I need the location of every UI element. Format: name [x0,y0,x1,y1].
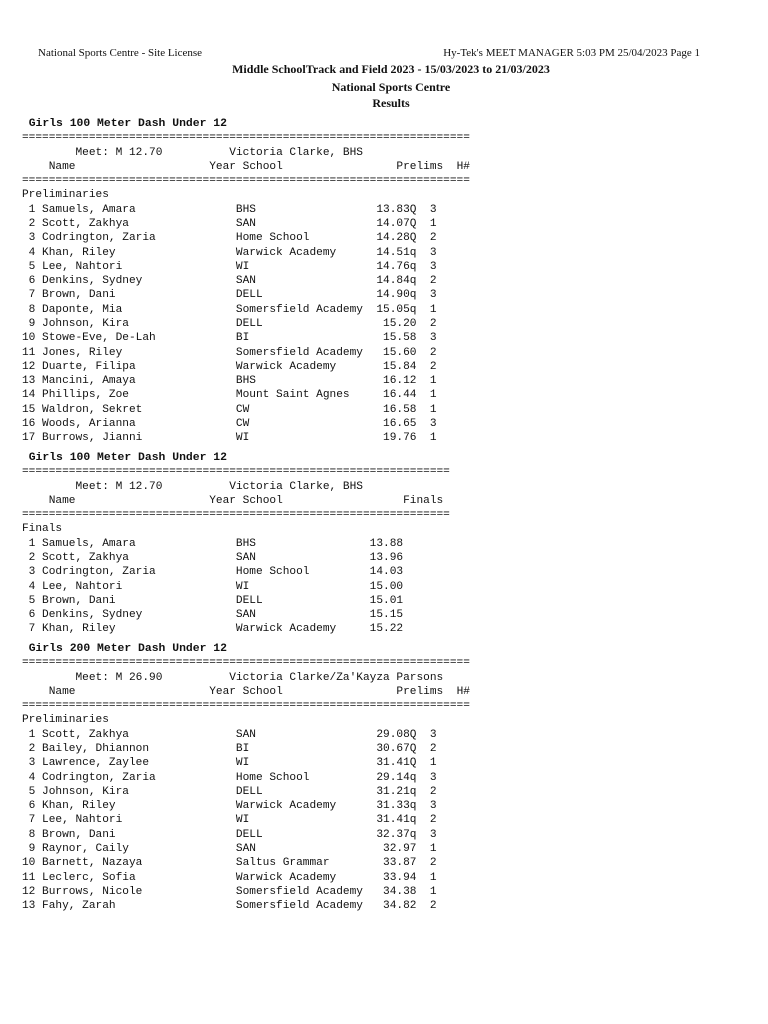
result-row: 9 Johnson, Kira DELL 15.20 2 [22,317,437,330]
separator-line: =================================================================== [22,657,470,670]
meet-title: Middle SchoolTrack and Field 2023 - 15/03/2023 to 21/03/2023 [232,62,550,76]
result-row: 12 Burrows, Nicole Somersfield Academy 34.38 1 [22,885,437,898]
result-row: 7 Lee, Nahtori WI 31.41q 2 [22,814,437,827]
meet-record-label: Meet: M 12.70 [75,480,163,493]
result-row: 5 Johnson, Kira DELL 31.21q 2 [22,785,437,798]
column-header-mark: Prelims [396,685,444,698]
separator-line: ================================================================ [22,466,450,479]
results-title: Results [372,96,410,110]
column-header-mark: Prelims [396,160,444,173]
software-timestamp-label: Hy-Tek's MEET MANAGER 5:03 PM 25/04/2023 Page 1 [443,47,700,59]
meet-record-holder: Victoria Clarke, BHS [229,146,363,159]
result-row: 8 Daponte, Mia Somersfield Academy 15.05q 1 [22,303,437,316]
result-row: 13 Mancini, Amaya BHS 16.12 1 [22,375,437,388]
result-row: 3 Codrington, Zaria Home School 14.03 [22,566,404,579]
column-header-year-school: Year School [209,160,283,173]
result-row: 3 Codrington, Zaria Home School 14.28Q 2 [22,232,437,245]
result-row: 4 Lee, Nahtori WI 15.00 [22,580,404,593]
venue-title: National Sports Centre [331,80,451,94]
result-row: 11 Jones, Riley Somersfield Academy 15.60 2 [22,346,437,359]
separator-line: ================================================================ [22,509,450,522]
result-row: 9 Raynor, Caily SAN 32.97 1 [22,842,437,855]
result-row: 16 Woods, Arianna CW 16.65 3 [22,417,437,430]
separator-line: =================================================================== [22,175,470,188]
column-header-heat: H# [456,685,470,698]
result-row: 12 Duarte, Filipa Warwick Academy 15.84 2 [22,360,437,373]
result-row: 11 Leclerc, Sofia Warwick Academy 33.94 1 [22,871,437,884]
event-title: Girls 100 Meter Dash Under 12 [28,452,227,464]
separator-line: =================================================================== [22,132,470,145]
event-title: Girls 200 Meter Dash Under 12 [28,643,227,655]
result-row: 2 Bailey, Dhiannon BI 30.67Q 2 [22,742,437,755]
result-row: 4 Khan, Riley Warwick Academy 14.51q 3 [22,246,437,259]
round-label: Preliminaries [22,714,109,727]
column-header-name: Name [48,160,76,173]
result-row: 7 Khan, Riley Warwick Academy 15.22 [22,623,404,636]
result-row: 6 Khan, Riley Warwick Academy 31.33q 3 [22,800,437,813]
result-row: 14 Phillips, Zoe Mount Saint Agnes 16.44 1 [22,389,437,402]
column-header-name: Name [48,494,76,507]
column-header-year-school: Year School [209,685,283,698]
meet-record-label: Meet: M 12.70 [75,146,163,159]
result-row: 5 Lee, Nahtori WI 14.76q 3 [22,260,437,273]
result-row: 10 Barnett, Nazaya Saltus Grammar 33.87 2 [22,857,437,870]
column-header-year-school: Year School [209,494,283,507]
event-block-100m-finals [22,451,450,637]
result-row: 8 Brown, Dani DELL 32.37q 3 [22,828,437,841]
meet-record-holder: Victoria Clarke/Za'Kayza Parsons [229,671,444,684]
result-row: 1 Scott, Zakhya SAN 29.08Q 3 [22,728,437,741]
result-row: 6 Denkins, Sydney SAN 15.15 [22,609,404,622]
round-label: Preliminaries [22,189,109,202]
result-row: 5 Brown, Dani DELL 15.01 [22,594,404,607]
result-row: 1 Samuels, Amara BHS 13.83Q 3 [22,203,437,216]
separator-line: =================================================================== [22,700,470,713]
result-row: 3 Lawrence, Zaylee WI 31.41Q 1 [22,757,437,770]
result-row: 4 Codrington, Zaria Home School 29.14q 3 [22,771,437,784]
site-license-label: National Sports Centre - Site License [38,47,203,59]
result-row: 13 Fahy, Zarah Somersfield Academy 34.82 2 [22,900,437,913]
result-row: 1 Samuels, Amara BHS 13.88 [22,537,404,550]
column-header-mark: Finals [403,494,444,507]
column-header-heat: H# [456,160,470,173]
round-label: Finals [22,523,63,536]
result-row: 17 Burrows, Jianni WI 19.76 1 [22,432,437,445]
event-block-100m-prelims [22,117,470,445]
result-row: 2 Scott, Zakhya SAN 14.07Q 1 [22,217,437,230]
meet-record-holder: Victoria Clarke, BHS [229,480,363,493]
result-row: 10 Stowe-Eve, De-Lah BI 15.58 3 [22,332,437,345]
event-title: Girls 100 Meter Dash Under 12 [28,118,227,130]
result-row: 6 Denkins, Sydney SAN 14.84q 2 [22,275,437,288]
event-block-200m-prelims [22,642,470,913]
result-row: 2 Scott, Zakhya SAN 13.96 [22,551,404,564]
result-row: 7 Brown, Dani DELL 14.90q 3 [22,289,437,302]
column-header-name: Name [48,685,76,698]
result-row: 15 Waldron, Sekret CW 16.58 1 [22,403,437,416]
meet-record-label: Meet: M 26.90 [75,671,163,684]
